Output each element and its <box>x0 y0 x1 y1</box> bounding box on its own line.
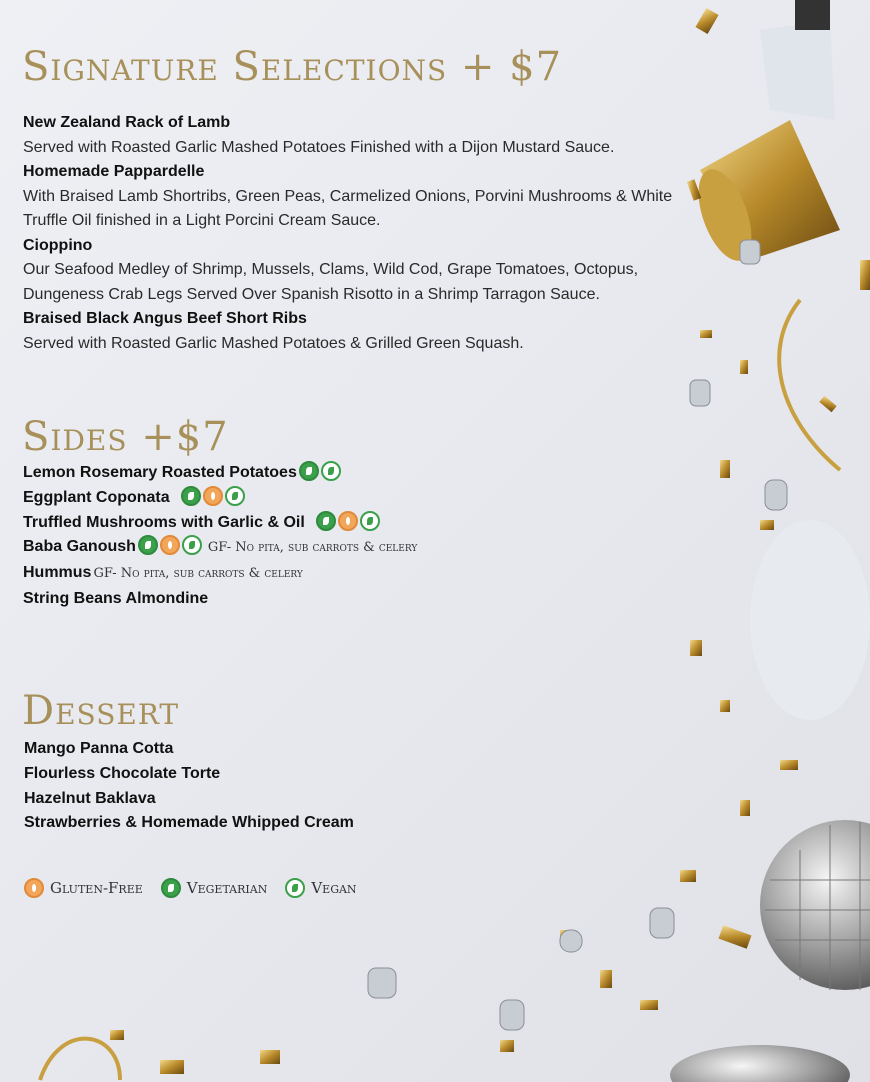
dietary-legend <box>24 878 375 898</box>
disco-ball-bottom <box>670 1045 850 1082</box>
vegetarian-icon <box>161 878 181 898</box>
gluten-free-icon <box>203 486 223 506</box>
side-item-note: GF- No pita, sub carrots & celery <box>93 566 303 582</box>
side-item-note: GF- No pita, sub carrots & celery <box>207 540 418 556</box>
dessert-item: Flourless Chocolate Torte <box>24 764 221 782</box>
legend-vegetarian-label: Vegetarian <box>186 879 268 897</box>
gluten-free-icon <box>160 535 180 555</box>
sides-heading: Sides +$7 <box>22 414 229 460</box>
menu-item-name: New Zealand Rack of Lamb <box>23 114 231 131</box>
side-item-name: Truffled Mushrooms with Garlic & Oil <box>23 513 305 531</box>
menu-item-name: Cioppino <box>23 236 93 254</box>
signature-selections-heading: Signature Selections + $7 <box>22 44 563 90</box>
side-item <box>23 561 713 587</box>
menu-item-description: With Braised Lamb Shortribs, Green Peas, Carmelized Onions, Porvini Mushrooms & White Truffle Oil finished in a Light Porcini Cream Sauce. <box>23 187 673 229</box>
legend-gluten-free-label: Gluten-Free <box>50 879 143 897</box>
dessert-item: Strawberries & Homemade Whipped Cream <box>24 814 354 832</box>
dessert-heading: Dessert <box>22 688 180 734</box>
side-item-name: Baba Ganoush <box>23 538 136 556</box>
vegan-icon <box>321 461 341 481</box>
vegan-icon <box>225 486 245 506</box>
vegan-icon <box>182 535 202 555</box>
sides-list <box>23 461 713 612</box>
sequin-tassel-mid <box>750 520 870 720</box>
disco-ball <box>760 820 870 990</box>
menu-item-name: Braised Black Angus Beef Short Ribs <box>23 310 307 327</box>
menu-item-name: Homemade Pappardelle <box>23 163 205 180</box>
legend-vegan-label: Vegan <box>311 879 357 897</box>
side-item <box>23 461 713 486</box>
dessert-item: Hazelnut Baklava <box>24 789 156 807</box>
sequin-tassel-top <box>760 0 835 120</box>
dessert-item: Mango Panna Cotta <box>24 740 174 757</box>
vegan-icon <box>360 511 380 531</box>
side-item <box>23 535 713 561</box>
side-item-name: String Beans Almondine <box>23 589 209 607</box>
silver-confetti <box>368 240 787 1030</box>
side-item-name: Eggplant Coponata <box>23 488 170 506</box>
menu-item-description: Served with Roasted Garlic Mashed Potatoes & Grilled Green Squash. <box>23 334 524 352</box>
side-item <box>23 486 713 511</box>
menu-item-description: Served with Roasted Garlic Mashed Potatoes Finished with a Dijon Mustard Sauce. <box>23 138 615 156</box>
menu-item-description: Our Seafood Medley of Shrimp, Mussels, Clams, Wild Cod, Grape Tomatoes, Octopus, Dungeness Crab Legs Served Over Spanish Risotto in a Shrimp Tarragon Sauce. <box>23 261 639 303</box>
vegetarian-icon <box>316 511 336 531</box>
dessert-list <box>24 737 714 836</box>
signature-selections-list <box>23 111 713 356</box>
vegetarian-icon <box>181 486 201 506</box>
side-item <box>23 587 713 612</box>
side-item-name: Hummus <box>23 564 92 582</box>
gluten-free-icon <box>338 511 358 531</box>
side-item <box>23 511 713 536</box>
gluten-free-icon <box>24 878 44 898</box>
side-item-name: Lemon Rosemary Roasted Potatoes <box>23 464 297 481</box>
vegetarian-icon <box>138 535 158 555</box>
vegetarian-icon <box>299 461 319 481</box>
vegan-icon <box>285 878 305 898</box>
